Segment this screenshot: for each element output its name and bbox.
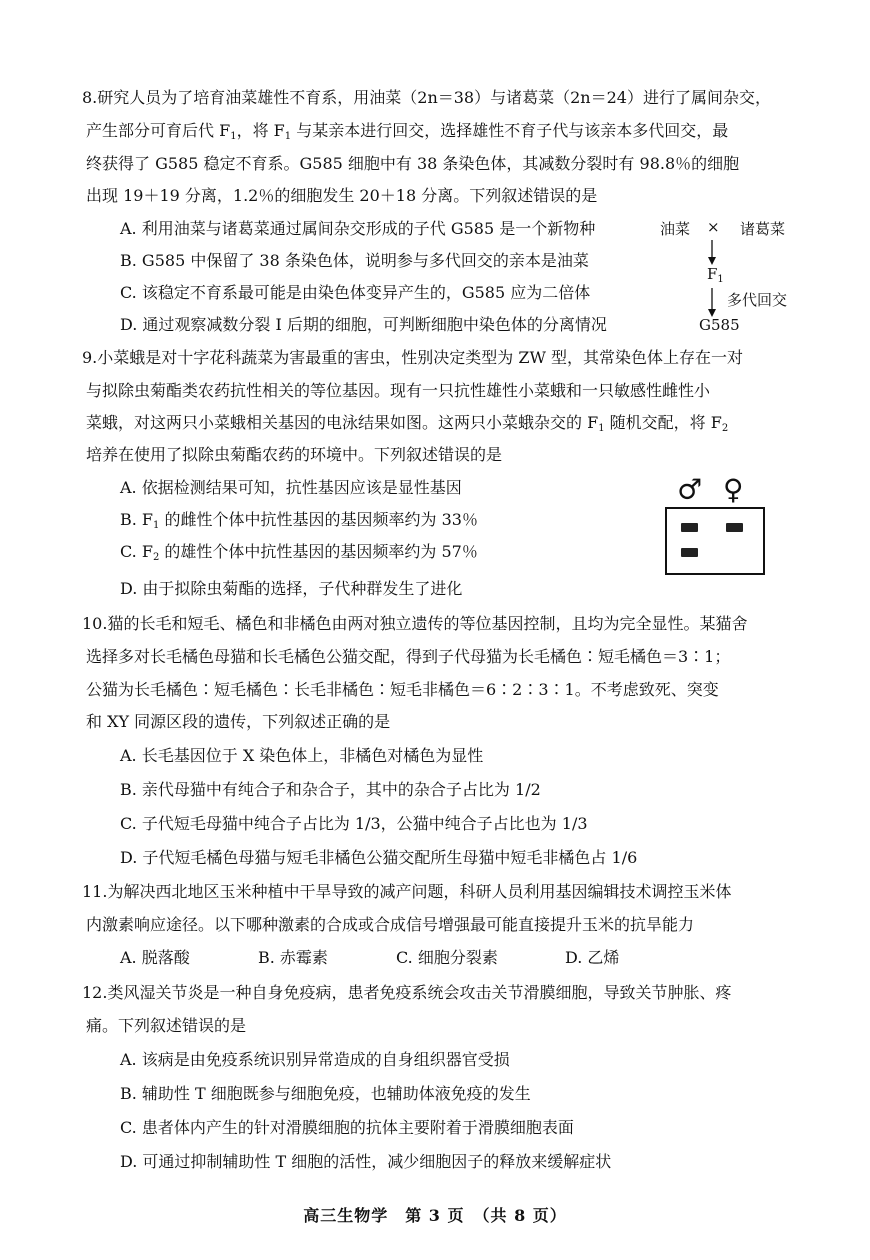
- q8-stem-line-3: 终获得了 G585 稳定不育系。G585 细胞中有 38 条染色体，其减数分裂时有 98.8％的细胞: [86, 154, 740, 173]
- q8-option-b[interactable]: B. G585 中保留了 38 条染色体，说明参与多代回交的亲本是油菜: [120, 251, 589, 270]
- q9-stem-line-4: 培养在使用了拟除虫菊酯农药的环境中。下列叙述错误的是: [86, 445, 503, 464]
- parent-rapeseed-label: 油菜: [660, 220, 691, 238]
- q10-option-d[interactable]: D. 子代短毛橘色母猫与短毛非橘色公猫交配所生母猫中短毛非橘色占 1/6: [120, 848, 638, 867]
- q11-stem-line-1: 11.为解决西北地区玉米种植中干旱导致的减产问题，科研人员利用基因编辑技术调控玉米体: [82, 882, 732, 901]
- q9-stem-line-2: 与拟除虫菊酯类农药抗性相关的等位基因。现有一只抗性雄性小菜蛾和一只敏感性雌性小: [86, 381, 711, 400]
- q10-option-c[interactable]: C. 子代短毛母猫中纯合子占比为 1/3，公猫中纯合子占比也为 1/3: [120, 814, 588, 833]
- female-symbol-icon: ♀: [723, 473, 744, 506]
- q8-option-c[interactable]: C. 该稳定不育系最可能是由染色体变异产生的，G585 应为二倍体: [120, 283, 591, 302]
- q8-option-d[interactable]: D. 通过观察减数分裂 Ⅰ 后期的细胞，可判断细胞中染色体的分离情况: [120, 315, 607, 334]
- parent-orychophragmus-label: 诸葛菜: [740, 220, 786, 238]
- q12-stem-line-2: 痛。下列叙述错误的是: [86, 1016, 247, 1035]
- q11-option-b[interactable]: B. 赤霉素: [258, 948, 328, 967]
- cross-symbol: ×: [707, 218, 720, 236]
- q12-option-a[interactable]: A. 该病是由免疫系统识别异常造成的自身组织器官受损: [120, 1050, 510, 1069]
- q9-option-b[interactable]: B. $F_1$ 的雌性个体中抗性基因的基因频率约为 33％: [120, 510, 478, 531]
- q8-option-a[interactable]: A. 利用油菜与诸葛菜通过属间杂交形成的子代 G585 是一个新物种: [120, 219, 596, 238]
- q12-option-b[interactable]: B. 辅助性 T 细胞既参与细胞免疫，也辅助体液免疫的发生: [120, 1084, 531, 1103]
- arrow-down-icon: [705, 240, 719, 266]
- q10-stem-line-3: 公猫为长毛橘色∶短毛橘色∶长毛非橘色∶短毛非橘色＝6∶2∶3∶1。不考虑致死、突变: [86, 680, 719, 699]
- q10-option-b[interactable]: B. 亲代母猫中有纯合子和杂合子，其中的杂合子占比为 1/2: [120, 780, 541, 799]
- backcross-label: 多代回交: [727, 291, 788, 309]
- gel-band: [726, 523, 743, 532]
- q9-option-c[interactable]: C. $F_2$ 的雄性个体中抗性基因的基因频率约为 57％: [120, 542, 478, 563]
- q11-option-a[interactable]: A. 脱落酸: [120, 948, 190, 967]
- q12-stem-line-1: 12.类风湿关节炎是一种自身免疫病，患者免疫系统会攻击关节滑膜细胞，导致关节肿胀、疼: [82, 983, 732, 1002]
- q11-stem-line-2: 内激素响应途径。以下哪种激素的合成或合成信号增强最可能直接提升玉米的抗旱能力: [86, 915, 695, 934]
- q12-option-d[interactable]: D. 可通过抑制辅助性 T 细胞的活性，减少细胞因子的释放来缓解症状: [120, 1152, 612, 1171]
- gel-band: [681, 548, 698, 557]
- q10-stem-line-1: 10.猫的长毛和短毛、橘色和非橘色由两对独立遗传的等位基因控制，且均为完全显性。某猫舍: [82, 614, 748, 633]
- gel-box: [665, 507, 765, 575]
- g585-label: G585: [699, 316, 740, 334]
- f1-label: $F_1$: [707, 265, 724, 285]
- q9-option-d[interactable]: D. 由于拟除虫菊酯的选择，子代种群发生了进化: [120, 579, 463, 598]
- q11-option-c[interactable]: C. 细胞分裂素: [396, 948, 498, 967]
- q10-stem-line-2: 选择多对长毛橘色母猫和长毛橘色公猫交配，得到子代母猫为长毛橘色∶短毛橘色＝3∶1；: [86, 647, 731, 666]
- q9-stem-line-1: 9.小菜蛾是对十字花科蔬菜为害最重的害虫，性别决定类型为 ZW 型，其常染色体上存在一对: [82, 348, 744, 367]
- q10-option-a[interactable]: A. 长毛基因位于 X 染色体上，非橘色对橘色为显性: [120, 746, 484, 765]
- gel-band: [681, 523, 698, 532]
- page-footer: 高三生物学 第 3 页 （共 8 页）: [303, 1206, 567, 1225]
- q8-stem-line-2: 产生部分可育后代 $F_1$，将 $F_1$ 与某亲本进行回交，选择雄性不育子代与该亲本多代回交，最: [86, 121, 729, 142]
- q8-stem-line-1: 8.研究人员为了培育油菜雄性不育系，用油菜（2n＝38）与诸葛菜（2n＝24）进行了属间杂交，: [82, 88, 771, 107]
- male-symbol-icon: ♂: [677, 473, 703, 506]
- q11-option-d[interactable]: D. 乙烯: [565, 948, 620, 967]
- q12-option-c[interactable]: C. 患者体内产生的针对滑膜细胞的抗体主要附着于滑膜细胞表面: [120, 1118, 574, 1137]
- q9-option-a[interactable]: A. 依据检测结果可知，抗性基因应该是显性基因: [120, 478, 462, 497]
- q9-stem-line-3: 菜蛾，对这两只小菜蛾相关基因的电泳结果如图。这两只小菜蛾杂交的 $F_1$ 随机交配，将 $F_2$: [86, 413, 729, 434]
- arrow-down-icon: [705, 288, 719, 318]
- q10-stem-line-4: 和 XY 同源区段的遗传，下列叙述正确的是: [86, 712, 391, 731]
- q8-stem-line-4: 出现 19＋19 分离，1.2％的细胞发生 20＋18 分离。下列叙述错误的是: [86, 186, 598, 205]
